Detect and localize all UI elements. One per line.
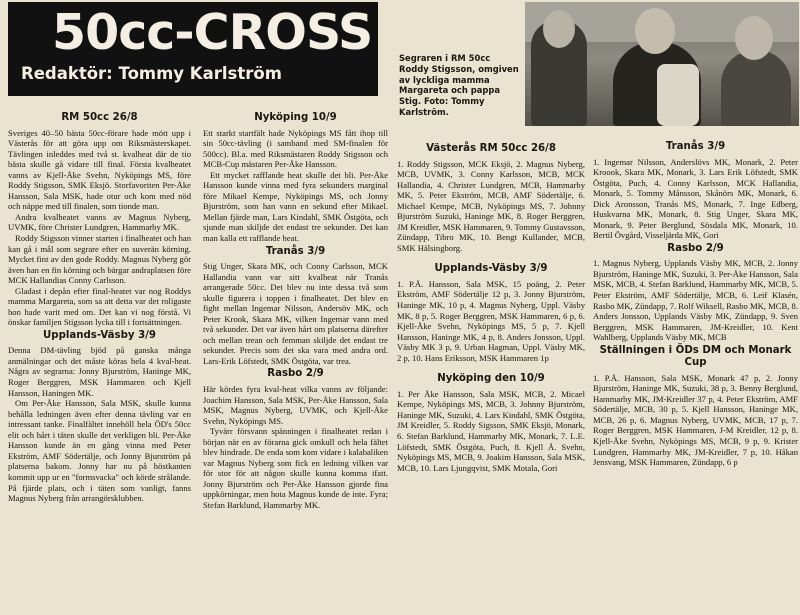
photo-person-father-head: [543, 10, 575, 48]
photo-caption-text: Segraren i RM 50cc Roddy Stigsson, omgiven av lyckliga mamma Margareta och pappa Stig. Foto: Tommy Karlström.: [399, 53, 519, 117]
paragraph: Tyvärr försvann spänningen i finalheatet redan i början när en av förarna gick omkull och hela fältet blev hindrade. De enda som kom vidare i kalabaliken var Magnus Nyberg som fick en ledning vilken var för stor för att någon skulle kunna komma ifatt. Jonny Bjurström och Per-Åke Hansson gjorde fina uppkörningar, men hota Magnus kunde de inte. Fyra; Stefan Barklund, Hammarby MK.: [203, 426, 388, 510]
paragraph: Gladast i depån efter final-heatet var nog Roddys mamma Margareta, som sa att detta var det roligaste hon hade varit med om. Det kan vi nog förstå. Vi önskar familjen Stigsson lycka till i fortsättningen.: [8, 285, 191, 328]
heading-nykoping: Nyköping 10/9: [254, 112, 337, 123]
heading-nykoping-results: Nyköping den 10/9: [437, 373, 545, 385]
paragraph: Andra kvalheatet vanns av Magnus Nyberg, UVMK, före Christer Lundgren, Hammarby MK.: [8, 211, 191, 233]
heading-standings: Ställningen i ÖDs DM och Monark Cup: [599, 344, 792, 369]
heading-rm-50cc: RM 50cc 26/8: [61, 112, 138, 123]
heading-rasbo: Rasbo 2/9: [267, 368, 324, 380]
heading-upplands-vasby: Upplands-Väsby 3/9: [43, 329, 156, 341]
paragraph: Ett starkt startfält hade Nyköpings MS fått ihop till sin 50cc-tävling (i samband med SM-finalen för 500cc). Bl.a. med Riksmästaren Roddy Stigsson och MCB-Cup mästaren Per-Åke Hansson.: [203, 127, 388, 170]
paragraph: Om Per-Åke Hansson, Sala MSK, skulle kunna behålla ledningen även efter denna tävling var en intressant tanke. Finalfältet innehöll hela ÖD's 50cc elit och hårt i täten skulle det verkligen bli. Per-Åke Hansson kunde än en gång vinna med Peter Ekström, AMF Södertälje, och Jonny Bjurström på platserna bakom. Jonny har nu på höstkanten kommit upp ur en "formsvacka" och körde strålande. På fjärde plats, och i täten som vanligt, fanns Magnus Nyberg från arrangörsklubben.: [8, 398, 191, 504]
article-column-1: [8, 110, 191, 504]
results-list: 1. P.Å. Hansson, Sala MSK, 15 poäng, 2. Peter Ekström, AMF Södertälje 12 p, 3. Jonny Bjurström, Haninge MK, 10 p, 4. Magnus Nyberg, Uppl. Väsby MK, 8 p, 5. Roger Berggren, MSK Hammaren, 6 p, 6. Kjell-Åke Svehn, Nyköpings MS, 5 p, 7. Kjell Hansson, Haninge MK, 4 p, 8. Anders Jonsson, Uppl. Väsby MK 3 p, 9. Urban Hagman, Uppl. Väsby MK, 2 p, 10. Hans Eriksson, MSK Hammaren 1p: [397, 278, 585, 363]
photo-caption: [399, 53, 519, 118]
heading-upplands-vasby-results: Upplands-Väsby 3/9: [434, 263, 548, 275]
paragraph: Här kördes fyra kval-heat vilka vanns av följande: Joachim Hansson, Sala MSK, Per-Åke Hansson, Sala MSK, Magnus Nyberg, UVMK, och Kjell-Åke Svehn, Nyköpings MS.: [203, 383, 388, 426]
photo-person-rider-head: [635, 8, 675, 54]
heading-vasteras-rm: Västerås RM 50cc 26/8: [426, 143, 556, 154]
paragraph: Stig Unger, Skara MK, och Conny Carlsson, MCK Hallandia vann var sitt kvalheat när Tranås arrangerade 50cc. Det blev nu inte dessa två som skulle figurera i toppen i finalheatet. Det blev en fight mellan Ingemar Nilsson, Andersöv MK, och Peter Krook, Skara MK, vilken Ingemar vann med två sekunder. Det var även hårt om platserna därefter och mellan trean och femman skiljde det endast tre sekunder. Precis som det ska vara med andra ord. Lars-Erik Löfstedt, SMK Östgöta, var trea.: [203, 261, 388, 366]
photo-trophy-wreath: [657, 64, 699, 126]
results-list: 1. Roddy Stigsson, MCK Eksjö, 2. Magnus Nyberg, MCB, UVMK, 3. Conny Karlsson, MCB, MCK Hallandia, 4. Christer Lundgren, MCB, Hammarby MK, 5. Peter Ekström, MCB, AMF Södertälje, 6. Michael Kempe, MCB, Nyköpings MS, 7. Johnny Bjurström Suzuki, Haninge MK, 8. Roger Berggren, JM Kreidler, MSK Hammaren, 9. Tommy Gustavsson, Zündapp, Tibro MK, 10. Bengt Kullander, MCB, SMK Hälsingborg.: [397, 158, 585, 253]
results-list: 1. P.Å. Hansson, Sala MSK, Monark 47 p, 2. Jonny Bjurström, Haninge MK, Suzuki, 38 p, 3. Benny Berglund, Hammarby MK, JM-Kreidler 37 p, 4. Peter Ekström, AMF Södertälje, MCB, 30 p, 5. Kjell Hansson, Haninge MK, MCB, 26 p, 6. Magnus Nyberg, UVMK, MCB, 17 p, 7. Roger Berggren, MSK Hammaren, J-M Kreidler, 12 p, 8. Kjell-Åke Svehn, Nyköpings MS, MCB, 9 p, 9. Krister Lundgren, Hammarby MK, JM-Kreidler, 7 p, 10. Håkan Jensvang, MSK Hammaren, Zündapp, 6 p: [593, 372, 798, 468]
paragraph: Ett mycket rafflande heat skulle det bli. Per-Åke Hansson kunde vinna med fyra sekunders marginal före Mikael Kempe, Nyköpings MS, och Jonny Bjurström, som han vann en sekund efter Mikael. Mellan fjärde man, Lars Kindahl, SMK Östgöta, och sjunde man skiljde det endast tre sekunder. Det kan man kalla ett rafflande heat.: [203, 169, 388, 243]
results-column-3: [397, 141, 585, 473]
paragraph: Roddy Stigsson vinner starten i finalheatet och han kan gå i mål som segrare efter en suverän körning. Mycket fint av den gode Roddy. Magnus Nyberg gör även han en fin körning och bärgar andraplatsen före MCK Hallandias Conny Carlsson.: [8, 232, 191, 286]
results-column-4: [593, 139, 798, 468]
results-list: 1. Ingemar Nilsson, Anderslövs MK, Monark, 2. Peter Kroook, Skara MK, Monark, 3. Lars Erik Löfstedt, SMK Östgöta, Puch, 4. Conny Karlsson, MCK Hallandia, Monark, 5. Tommy Månsson, Skånörs MK, Monark, 6. Dick Aronsson, Tranås MS, Monark, 7. Inge Edberg, Huskvarna MK, Monark, 8. Stig Unger, Skara MK, Monark, 9. Peter Berglund, Sösdala MK, Monark, 10. Bertil Övgård, Visseljärda MK, Gori: [593, 156, 798, 241]
heading-tranas-results: Tranås 3/9: [665, 141, 726, 152]
results-list: 1. Per Åke Hansson, Sala MSK, MCB, 2. Micael Kempe, Nyköpings MS, MCB, 3. Johnny Bjurström, Haninge MK, Suzuki, 4. Lars Kindahl, SMK Östgöta, JM Kreidler, 5. Roddy Sigsson, SMK Eksjö, Monark, 6. Stefan Barklund, Hammarby MK, Monark, 7. L.E. Löfstedt, SMK Östgöta, Puch, 8. Kjell Å. Svehn, Nyköpings MS, MCB, 9. Joakim Hansson, Sala MSK, MCB, 10. Lars Ljungqvist, SMK Motala, Gori: [397, 388, 585, 473]
heading-rasbo-results: Rasbo 2/9: [667, 242, 724, 254]
page-title: 50cc-CROSS: [52, 4, 373, 61]
paragraph: Sveriges 40–50 bästa 50cc-förare hade mött upp i Västerås för att göra upp om Riksmästerskapet. Tävlingen inleddes med två st. kvalheat där de tio bästa skulle gå vidare till final. Första kvalheatet vanns av Kjell-Åke Svehn, Nyköpings MS, före Roddy Stigsson, SMK Eksjö. Storfavoriten Per-Åke Hansson, Sala MSK, hade otur och kom med nöd och näppe med till finalen, som tionde man.: [8, 127, 191, 212]
heading-tranas: Tranås 3/9: [265, 245, 326, 257]
photo-person-mother-head: [735, 16, 773, 60]
masthead: [8, 2, 378, 96]
editor-byline: Redaktör: Tommy Karlström: [21, 64, 282, 83]
results-list: 1. Magnus Nyberg, Upplands Väsby MK, MCB, 2. Jonny Bjurström, Haninge MK, Suzuki, 3. Per-Åke Hansson, Sala MSK, MCB, 4. Stefan Barklund, Hammarby MK, MCB, 5. Peter Ekström, AMF Södertälje, MCB, 6. Leif Klasén, Rasbo MK, Zündapp, 7. Rolf Wiksell, Rasbo MK, MCB, 8. Anders Jonsson, Upplands Väsby MK, Zündapp, 9. Sven Berggren, MSK Hammaren, JM-Kreidler, 10. Kent Wahlberg, Upplands Väsby MK, MCB: [593, 258, 798, 343]
photo-person-mother: [721, 50, 791, 126]
article-column-2: [203, 110, 388, 511]
winner-photo: [525, 2, 799, 126]
paragraph: Denna DM-tävling bjöd på ganska många anmälningar och det måste köras hela 4 kval-heat. Några av segrarna: Jonny Bjurström, Haninge MK, Roger Berggren, MSK Hammaren och Kjell Hansson, Haningen MK.: [8, 345, 191, 398]
